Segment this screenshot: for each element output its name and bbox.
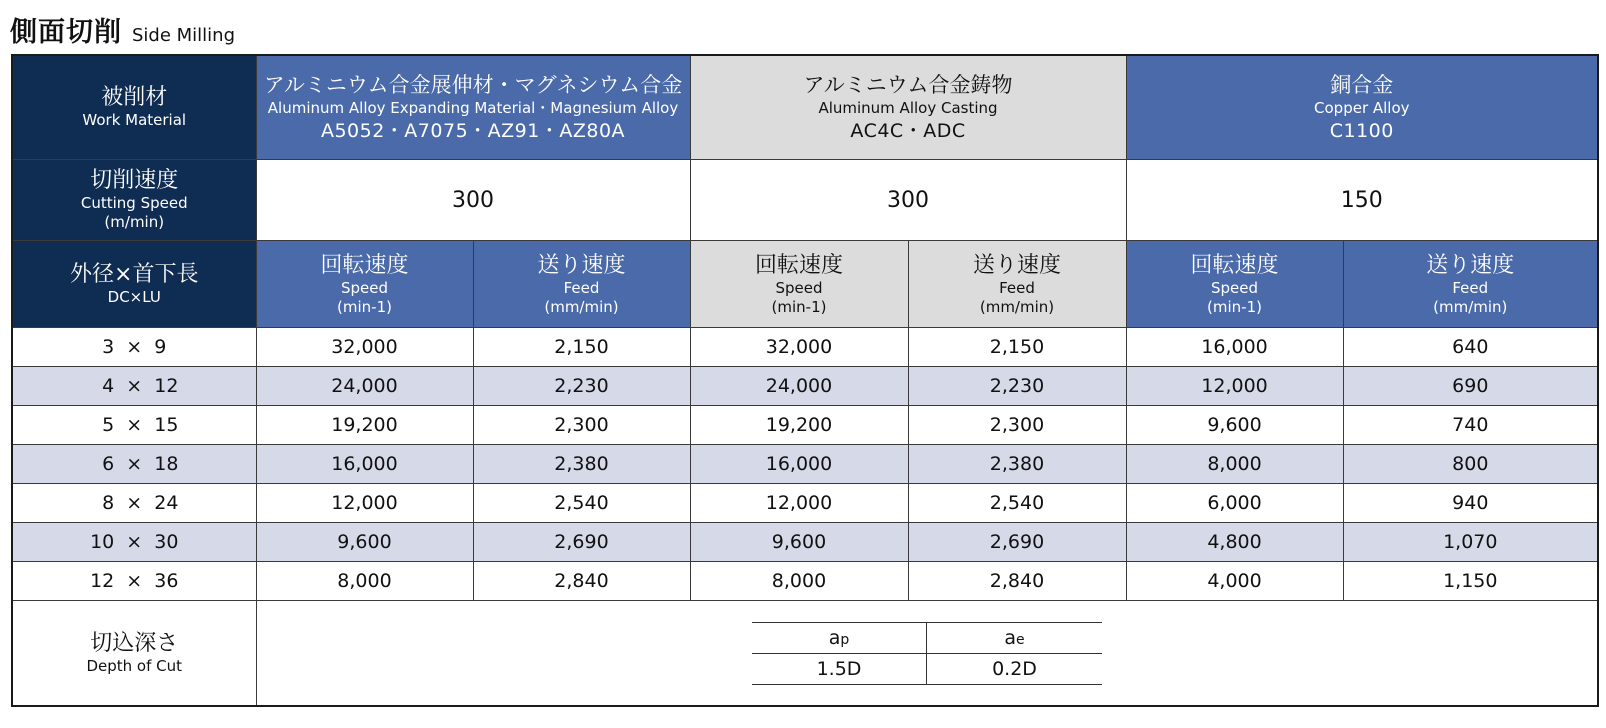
cutting-speed-jp: 切削速度 — [90, 168, 179, 193]
cutting-speed-label — [12, 160, 256, 241]
speed-value: 4,000 — [1126, 562, 1343, 601]
table-row — [12, 328, 1598, 367]
feed-header-unit: (mm/min) — [1433, 297, 1508, 316]
feed-value: 2,840 — [908, 562, 1126, 601]
table-row — [12, 445, 1598, 484]
feed-value: 740 — [1343, 406, 1598, 445]
feed-value: 2,690 — [908, 523, 1126, 562]
table-row — [12, 367, 1598, 406]
speed-value: 16,000 — [256, 445, 473, 484]
speed-value: 4,800 — [1126, 523, 1343, 562]
dc-value: 4 — [102, 375, 115, 397]
ap-header — [752, 622, 927, 653]
feed-value: 2,150 — [473, 328, 690, 367]
page-title — [10, 10, 235, 46]
feed-value: 2,690 — [473, 523, 690, 562]
ae-label: a — [1004, 626, 1017, 649]
material-copper-alloy — [1126, 55, 1598, 160]
feed-value: 1,150 — [1343, 562, 1598, 601]
depth-of-cut-label — [12, 601, 256, 707]
material-jp: 銅合金 — [1330, 72, 1394, 97]
lu-value: 12 — [154, 375, 179, 397]
speed-header-en: Speed — [775, 278, 823, 297]
dc-value: 12 — [90, 570, 115, 592]
dc-lu-en: DC×LU — [107, 287, 161, 306]
title-en: Side Milling — [132, 25, 236, 46]
feed-header-en: Feed — [1452, 278, 1489, 297]
feed-value: 2,150 — [908, 328, 1126, 367]
work-material-label — [12, 55, 256, 160]
material-codes: AC4C・ADC — [850, 119, 966, 142]
lu-value: 18 — [154, 453, 179, 475]
feed-header-en: Feed — [563, 278, 600, 297]
speed-value: 8,000 — [690, 562, 908, 601]
depth-of-cut-jp: 切込深さ — [90, 630, 179, 656]
speed-header-en: Speed — [1211, 278, 1259, 297]
dc-lu-jp: 外径×首下長 — [70, 261, 199, 287]
feed-header-unit: (mm/min) — [544, 297, 619, 316]
size-cell — [12, 406, 256, 445]
speed-value: 9,600 — [256, 523, 473, 562]
size-cell — [12, 445, 256, 484]
feed-header-unit: (mm/min) — [979, 297, 1055, 316]
lu-value: 30 — [154, 531, 179, 553]
material-codes: A5052・A7075・AZ91・AZ80A — [320, 119, 626, 142]
speed-header — [690, 241, 908, 328]
speed-value: 16,000 — [690, 445, 908, 484]
material-en: Copper Alloy — [1314, 98, 1410, 117]
speed-header-en: Speed — [340, 278, 389, 297]
speed-header — [256, 241, 473, 328]
cutting-speed-unit: (m/min) — [104, 213, 165, 231]
size-cell — [12, 367, 256, 406]
feed-value: 2,840 — [473, 562, 690, 601]
feed-header-jp: 送り速度 — [1426, 252, 1515, 278]
table-row — [12, 406, 1598, 445]
dc-value: 3 — [102, 336, 115, 358]
speed-value: 24,000 — [690, 367, 908, 406]
speed-value: 32,000 — [690, 328, 908, 367]
speed-header — [1126, 241, 1343, 328]
ae-value: 0.2D — [927, 653, 1102, 684]
speed-header-jp: 回転速度 — [320, 252, 409, 278]
feed-header — [908, 241, 1126, 328]
material-en: Aluminum Alloy Expanding Material・Magnesium Alloy — [267, 98, 679, 117]
material-aluminum-expanding — [256, 55, 690, 160]
feed-header — [473, 241, 690, 328]
feed-value: 2,380 — [473, 445, 690, 484]
cutting-speed-value: 300 — [690, 160, 1126, 241]
times-sign: × — [126, 570, 143, 592]
size-cell — [12, 562, 256, 601]
ap-sub: p — [840, 631, 850, 648]
lu-value: 15 — [154, 414, 179, 436]
work-material-en: Work Material — [82, 111, 187, 129]
depth-of-cut-en: Depth of Cut — [86, 656, 183, 675]
speed-value: 9,600 — [690, 523, 908, 562]
depth-of-cut-table — [752, 622, 1102, 685]
speed-value: 19,200 — [690, 406, 908, 445]
feed-value: 690 — [1343, 367, 1598, 406]
speed-value: 12,000 — [256, 484, 473, 523]
cutting-speed-value: 300 — [256, 160, 690, 241]
times-sign: × — [126, 453, 143, 475]
table-row — [12, 562, 1598, 601]
dc-value: 10 — [90, 531, 115, 553]
feed-value: 800 — [1343, 445, 1598, 484]
cutting-speed-row — [12, 160, 1598, 241]
material-en: Aluminum Alloy Casting — [818, 98, 998, 117]
work-material-jp: 被削材 — [101, 85, 168, 110]
title-jp: 側面切削 — [10, 17, 122, 48]
feed-header-en: Feed — [999, 278, 1035, 297]
cutting-speed-value: 150 — [1126, 160, 1598, 241]
ae-sub: e — [1016, 631, 1025, 648]
times-sign: × — [126, 492, 143, 514]
size-cell — [12, 484, 256, 523]
cutting-speed-en: Cutting Speed — [80, 194, 188, 212]
speed-value: 24,000 — [256, 367, 473, 406]
times-sign: × — [126, 375, 143, 397]
material-header-row — [12, 55, 1598, 160]
dc-value: 6 — [102, 453, 115, 475]
speed-header-jp: 回転速度 — [1190, 252, 1279, 278]
lu-value: 36 — [154, 570, 179, 592]
size-cell — [12, 523, 256, 562]
depth-of-cut-content — [256, 601, 1598, 707]
lu-value: 9 — [154, 336, 167, 358]
material-aluminum-casting — [690, 55, 1126, 160]
speed-header-unit: (min-1) — [1207, 297, 1262, 316]
speed-header-jp: 回転速度 — [754, 252, 843, 278]
ae-header — [927, 622, 1102, 653]
dc-lu-label — [12, 241, 256, 328]
ap-value: 1.5D — [752, 653, 927, 684]
dc-value: 5 — [102, 414, 115, 436]
table-row — [12, 523, 1598, 562]
speed-value: 12,000 — [1126, 367, 1343, 406]
feed-header-jp: 送り速度 — [973, 252, 1062, 278]
feed-value: 940 — [1343, 484, 1598, 523]
feed-value: 2,380 — [908, 445, 1126, 484]
speed-value: 9,600 — [1126, 406, 1343, 445]
speed-header-unit: (min-1) — [337, 297, 392, 316]
speed-value: 16,000 — [1126, 328, 1343, 367]
speed-header-unit: (min-1) — [771, 297, 827, 316]
feed-header — [1343, 241, 1598, 328]
speed-value: 8,000 — [1126, 445, 1343, 484]
depth-of-cut-row — [12, 601, 1598, 707]
feed-value: 2,540 — [908, 484, 1126, 523]
times-sign: × — [126, 414, 143, 436]
material-jp: アルミニウム合金展伸材・マグネシウム合金 — [263, 72, 683, 97]
feed-value: 2,540 — [473, 484, 690, 523]
ap-label: a — [828, 626, 841, 649]
cutting-conditions-table — [11, 54, 1599, 707]
material-jp: アルミニウム合金鋳物 — [803, 72, 1013, 97]
data-rows — [12, 328, 1598, 601]
table-row — [12, 484, 1598, 523]
speed-value: 32,000 — [256, 328, 473, 367]
times-sign: × — [126, 336, 143, 358]
speed-value: 8,000 — [256, 562, 473, 601]
feed-value: 1,070 — [1343, 523, 1598, 562]
lu-value: 24 — [154, 492, 179, 514]
feed-value: 2,230 — [473, 367, 690, 406]
feed-value: 2,230 — [908, 367, 1126, 406]
speed-value: 6,000 — [1126, 484, 1343, 523]
dc-value: 8 — [102, 492, 115, 514]
times-sign: × — [126, 531, 143, 553]
speed-value: 12,000 — [690, 484, 908, 523]
feed-value: 2,300 — [473, 406, 690, 445]
material-codes: C1100 — [1329, 119, 1394, 142]
feed-value: 640 — [1343, 328, 1598, 367]
feed-header-jp: 送り速度 — [537, 252, 626, 278]
size-cell — [12, 328, 256, 367]
speed-value: 19,200 — [256, 406, 473, 445]
feed-value: 2,300 — [908, 406, 1126, 445]
column-subheader-row — [12, 241, 1598, 328]
